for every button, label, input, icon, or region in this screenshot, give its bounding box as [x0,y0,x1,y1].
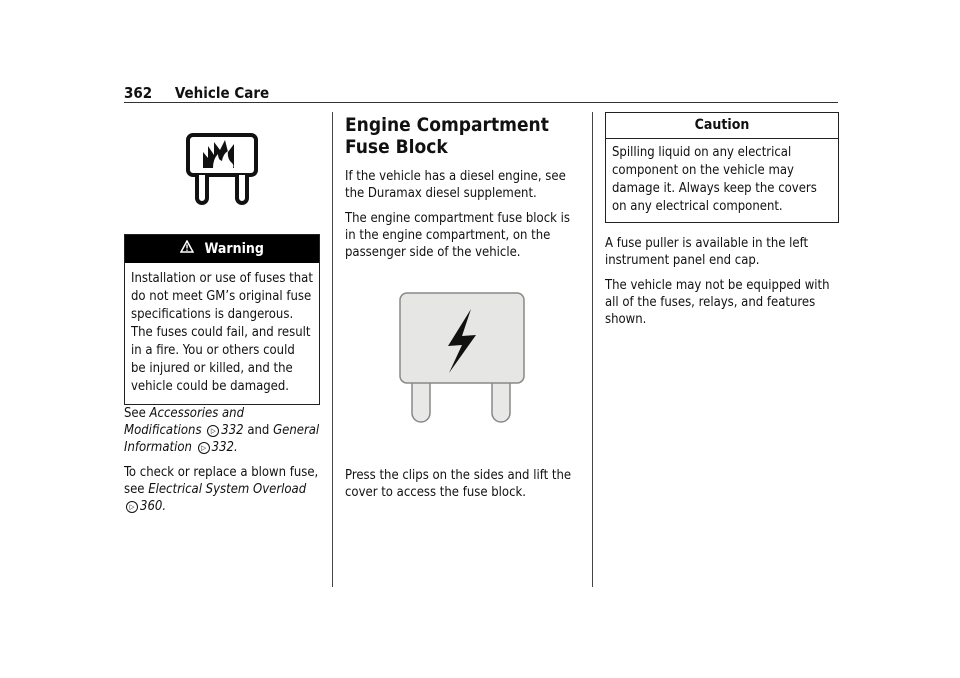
warning-header [125,235,319,263]
ref-link-general-info[interactable]: General Information [124,423,320,455]
section-name: Vehicle Care [174,84,270,102]
blown-fuse-text: To check or replace a blown fuse, see [124,465,319,497]
column-divider [332,112,333,587]
fuse-puller-paragraph: A fuse puller is available in the left instrument panel end cap. [605,236,809,268]
ref-page-332b[interactable]: 332. [211,440,238,455]
reference-arrow-icon: ▷ [207,425,219,437]
see-and: and [247,423,270,438]
column-3 [605,112,839,336]
fuse-lightning-icon [392,291,532,427]
reference-arrow-icon: ▷ [198,442,210,454]
warning-triangle-icon [180,240,194,253]
column-1 [124,112,320,523]
column-divider [592,112,593,587]
warning-box [124,234,320,405]
location-paragraph: The engine compartment fuse block is in the engine compartment, on the passenger side of the vehicle. [345,211,570,260]
warning-text: Installation or use of fuses that do not meet GM’s original fuse specifications is dangerous. The fuses could fail, and result in a fire. You or others could be injured or killed, and the vehicle could be damaged. [131,271,313,394]
section-title: Engine Compartment Fuse Block [345,114,549,158]
warning-title: Warning [204,241,264,257]
column-2 [345,112,579,509]
caution-title: Caution [606,113,838,139]
blown-fuse-paragraph [124,464,320,515]
ref-link-accessories[interactable]: Accessories and Modifications [124,406,245,438]
page-header [124,84,269,102]
ref-page-332[interactable]: 332 [221,423,244,438]
equipment-note-paragraph: The vehicle may not be equipped with all of the fuses, relays, and features shown. [605,278,830,327]
header-rule [124,102,838,103]
reference-arrow-icon: ▷ [126,501,138,513]
fuse-fire-icon [185,132,259,208]
caution-text: Spilling liquid on any electrical component on the vehicle may damage it. Always keep the covers on any electrical component. [612,145,817,214]
ref-page-360[interactable]: 360. [140,499,167,514]
page-number: 362 [124,84,153,102]
caution-box [605,112,839,223]
ref-link-electrical-overload[interactable]: Electrical System Overload [148,482,307,497]
diesel-paragraph: If the vehicle has a diesel engine, see the Duramax diesel supplement. [345,169,566,201]
clips-paragraph: Press the clips on the sides and lift the cover to access the fuse block. [345,468,572,500]
see-references [124,405,320,456]
see-prefix: See [124,406,146,421]
